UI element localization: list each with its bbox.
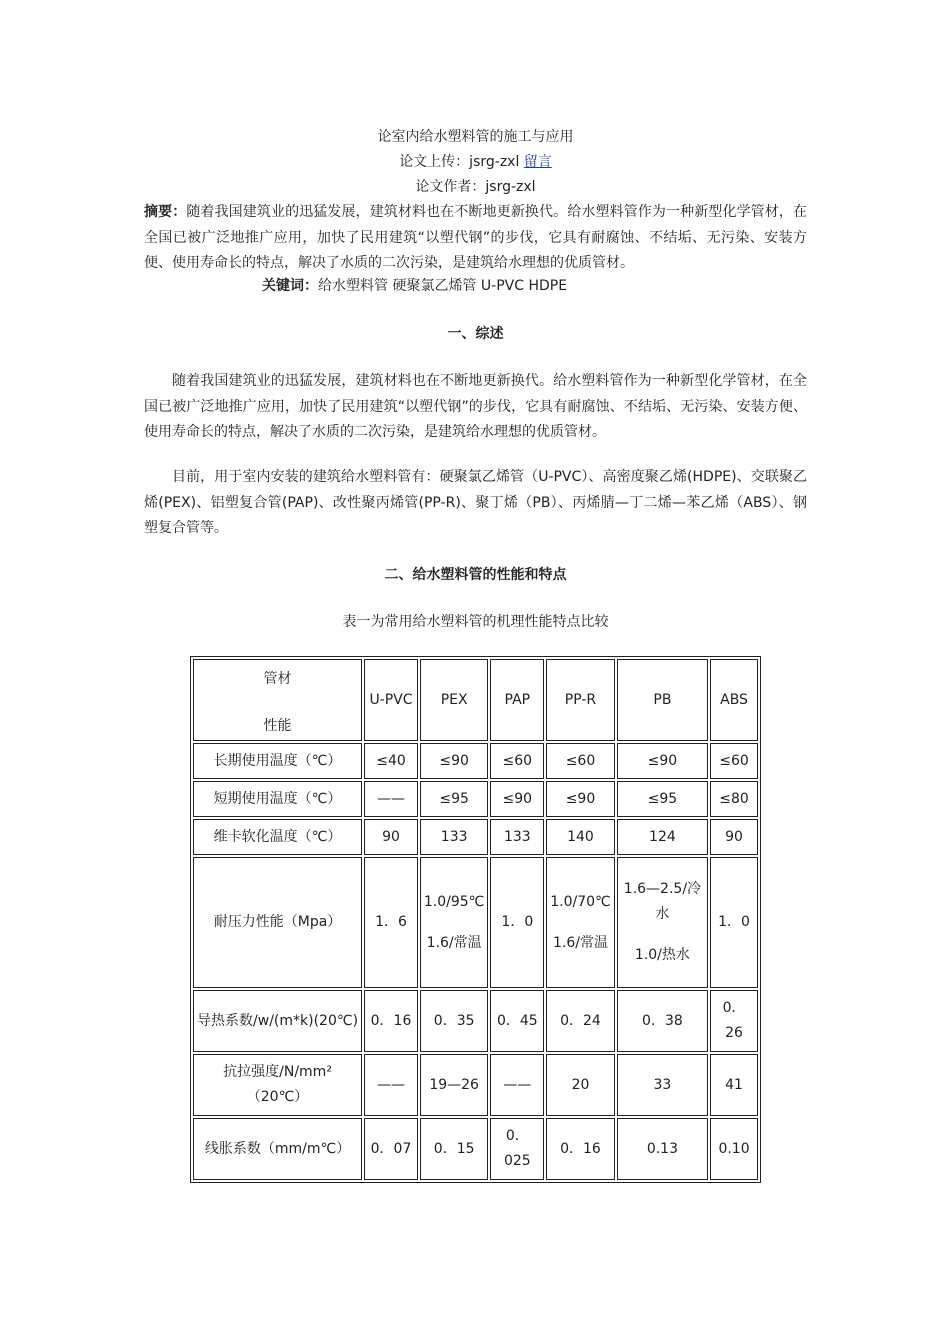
table-cell: 0.13 xyxy=(617,1118,708,1180)
keywords-text: 给水塑料管 硬聚氯乙烯管 U-PVC HDPE xyxy=(318,278,568,294)
properties-table xyxy=(190,656,761,1183)
column-header: U-PVC xyxy=(364,659,418,741)
column-header: ABS xyxy=(710,659,758,741)
table-cell: —— xyxy=(364,1054,418,1116)
row-label: 长期使用温度（℃） xyxy=(193,743,362,779)
table-cell: 90 xyxy=(710,819,758,855)
table-cell: 0．16 xyxy=(364,990,418,1052)
table-cell: 0.10 xyxy=(710,1118,758,1180)
table-cell xyxy=(546,857,615,988)
table-cell: 0．45 xyxy=(490,990,544,1052)
abstract-label: 摘要： xyxy=(144,204,187,220)
table-row xyxy=(193,990,758,1052)
comment-link[interactable]: 留言 xyxy=(523,154,552,170)
table-cell: 90 xyxy=(364,819,418,855)
table-row xyxy=(193,1054,758,1116)
table-cell: 1．0 xyxy=(490,857,544,988)
table-cell: ≤90 xyxy=(546,781,615,817)
table-cell: ≤60 xyxy=(490,743,544,779)
table-cell: 33 xyxy=(617,1054,708,1116)
abstract xyxy=(144,200,807,277)
row-label: 抗拉强度/N/mm²（20℃） xyxy=(193,1054,362,1116)
table-row xyxy=(193,819,758,855)
table-cell: ≤90 xyxy=(420,743,489,779)
table-cell: 1．0 xyxy=(710,857,758,988)
cell-line: 1.0/70℃ xyxy=(550,893,611,910)
corner-top-label: 管材 xyxy=(263,671,292,687)
table-cell: 0．07 xyxy=(364,1118,418,1180)
table-cell: ≤90 xyxy=(617,743,708,779)
table-cell: 0．025 xyxy=(490,1118,544,1180)
table-row xyxy=(193,743,758,779)
table-row xyxy=(193,781,758,817)
cell-line: 1.6—2.5/冷水 xyxy=(623,881,702,922)
cell-line: 1.6/常温 xyxy=(552,934,608,951)
row-label: 耐压力性能（Mpa） xyxy=(193,857,362,988)
table-cell: 0．15 xyxy=(420,1118,489,1180)
title-block xyxy=(144,125,807,200)
table-cell xyxy=(420,857,489,988)
table-cell: 0．35 xyxy=(420,990,489,1052)
table-cell: ≤95 xyxy=(420,781,489,817)
uploader-label: 论文上传：jsrg-zxl xyxy=(399,154,520,170)
table-cell: ≤80 xyxy=(710,781,758,817)
page-title: 论室内给水塑料管的施工与应用 xyxy=(377,129,574,145)
table-cell: ≤60 xyxy=(710,743,758,779)
table-cell: 140 xyxy=(546,819,615,855)
table-cell xyxy=(617,857,708,988)
corner-bottom-label: 性能 xyxy=(263,718,292,734)
table-row xyxy=(193,857,758,988)
table-cell: 0．24 xyxy=(546,990,615,1052)
paragraph-1: 随着我国建筑业的迅猛发展，建筑材料也在不断地更新换代。给水塑料管作为一种新型化学管材，在全国已被广泛地推广应用，加快了民用建筑“以塑代钢”的步伐，它具有耐腐蚀、不结垢、无污染、安装方便、使用寿命长的特点，解决了水质的二次污染，是建筑给水理想的优质管材。 xyxy=(144,373,807,440)
table-cell: 0．26 xyxy=(710,990,758,1052)
table-cell: 0．16 xyxy=(546,1118,615,1180)
cell-line: 1.0/热水 xyxy=(634,947,690,963)
table-caption: 表一为常用给水塑料管的机理性能特点比较 xyxy=(342,614,609,630)
row-label: 短期使用温度（℃） xyxy=(193,781,362,817)
row-label: 导热系数/w/(m*k)(20℃) xyxy=(193,990,362,1052)
table-cell: ≤90 xyxy=(490,781,544,817)
author-line: 论文作者：jsrg-zxl xyxy=(415,179,536,195)
column-header: PP-R xyxy=(546,659,615,741)
column-header: PB xyxy=(617,659,708,741)
paragraph-2: 目前，用于室内安装的建筑给水塑料管有：硬聚氯乙烯管（U-PVC）、高密度聚乙烯(HDPE)、交联聚乙烯(PEX)、铝塑复合管(PAP)、改性聚丙烯管(PP-R)、聚丁烯（PB）、丙烯腈—丁二烯—苯乙烯（ABS）、钢塑复合管等。 xyxy=(144,469,807,536)
column-header: PAP xyxy=(490,659,544,741)
keywords xyxy=(262,274,567,299)
table-cell: 20 xyxy=(546,1054,615,1116)
table-cell: 0．38 xyxy=(617,990,708,1052)
keywords-label: 关键词： xyxy=(262,278,318,294)
table-cell: 133 xyxy=(490,819,544,855)
abstract-text: 随着我国建筑业的迅猛发展，建筑材料也在不断地更新换代。给水塑料管作为一种新型化学管材，在全国已被广泛地推广应用，加快了民用建筑“以塑代钢”的步伐，它具有耐腐蚀、不结垢、无污染、安装方便、使用寿命长的特点，解决了水质的二次污染，是建筑给水理想的优质管材。 xyxy=(144,204,807,271)
table-row xyxy=(193,1118,758,1180)
uploader-line xyxy=(144,150,807,175)
column-header: PEX xyxy=(420,659,489,741)
table-cell: ≤40 xyxy=(364,743,418,779)
table-cell: 1．6 xyxy=(364,857,418,988)
table-cell: ≤60 xyxy=(546,743,615,779)
cell-line: 1.6/常温 xyxy=(426,934,482,951)
table-cell: —— xyxy=(364,781,418,817)
section-heading-2: 二、给水塑料管的性能和特点 xyxy=(384,567,567,583)
section-heading-1: 一、综述 xyxy=(447,326,504,342)
table-cell: 41 xyxy=(710,1054,758,1116)
table-header-row xyxy=(193,659,758,741)
row-label: 维卡软化温度（℃） xyxy=(193,819,362,855)
row-label: 线胀系数（mm/m℃） xyxy=(193,1118,362,1180)
table-cell: —— xyxy=(490,1054,544,1116)
table-cell: 19—26 xyxy=(420,1054,489,1116)
table-cell: ≤95 xyxy=(617,781,708,817)
table-cell: 133 xyxy=(420,819,489,855)
table-cell: 124 xyxy=(617,819,708,855)
cell-line: 1.0/95℃ xyxy=(423,893,485,910)
corner-cell xyxy=(193,659,362,741)
